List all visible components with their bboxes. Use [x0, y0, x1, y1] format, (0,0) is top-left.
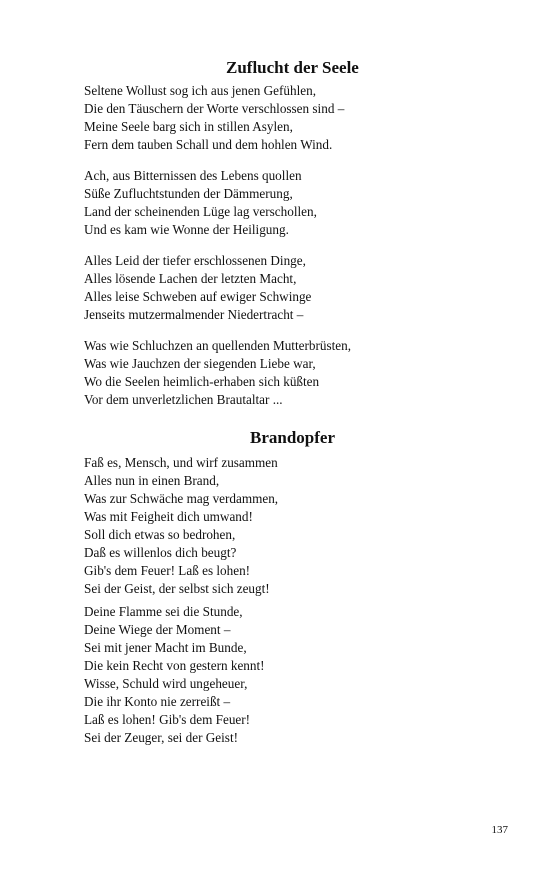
- verse-line: Die ihr Konto nie zerreißt –: [84, 694, 231, 709]
- verse-line: Wo die Seelen heimlich-erhaben sich küßten: [84, 374, 320, 389]
- verse-line: Was wie Jauchzen der siegenden Liebe war,: [84, 356, 316, 371]
- verse-line: Soll dich etwas so bedrohen,: [84, 527, 236, 542]
- stanza: [84, 82, 344, 154]
- verse-line: Daß es willenlos dich beugt?: [84, 545, 237, 560]
- stanza: [84, 603, 265, 747]
- verse-line: Seltene Wollust sog ich aus jenen Gefühlen,: [84, 83, 316, 98]
- verse-line: Land der scheinenden Lüge lag verschollen,: [84, 204, 317, 219]
- stanza: [84, 252, 311, 324]
- page-number: 137: [491, 824, 508, 836]
- verse-line: Und es kam wie Wonne der Heiligung.: [84, 222, 289, 237]
- verse-line: Laß es lohen! Gib's dem Feuer!: [84, 712, 251, 727]
- verse-line: Faß es, Mensch, und wirf zusammen: [84, 455, 278, 470]
- stanza: [84, 454, 278, 598]
- verse-line: Was mit Feigheit dich umwand!: [84, 509, 253, 524]
- verse-line: Die den Täuschern der Worte verschlossen sind –: [84, 101, 345, 116]
- verse-line: Was zur Schwäche mag verdammen,: [84, 491, 279, 506]
- verse-line: Deine Wiege der Moment –: [84, 622, 231, 637]
- verse-line: Wisse, Schuld wird ungeheuer,: [84, 676, 248, 691]
- verse-line: Sei der Geist, der selbst sich zeugt!: [84, 581, 270, 596]
- verse-line: Ach, aus Bitternissen des Lebens quollen: [84, 168, 302, 183]
- stanza: [84, 167, 317, 239]
- verse-line: Fern dem tauben Schall und dem hohlen Wind.: [84, 137, 333, 152]
- verse-line: Vor dem unverletzlichen Brautaltar ...: [84, 392, 283, 407]
- verse-line: Die kein Recht von gestern kennt!: [84, 658, 265, 673]
- verse-line: Was wie Schluchzen an quellenden Mutterbrüsten,: [84, 338, 352, 353]
- verse-line: Jenseits mutzermalmender Niedertracht –: [84, 307, 304, 322]
- verse-line: Alles nun in einen Brand,: [84, 473, 220, 488]
- poem-title-zuflucht: Zuflucht der Seele: [226, 58, 359, 77]
- verse-line: Deine Flamme sei die Stunde,: [84, 604, 243, 619]
- verse-line: Meine Seele barg sich in stillen Asylen,: [84, 119, 293, 134]
- poem-title-brandopfer: Brandopfer: [250, 428, 335, 447]
- verse-line: Alles leise Schweben auf ewiger Schwinge: [84, 289, 312, 304]
- verse-line: Gib's dem Feuer! Laß es lohen!: [84, 563, 251, 578]
- verse-line: Alles Leid der tiefer erschlossenen Dinge,: [84, 253, 306, 268]
- verse-line: Sei mit jener Macht im Bunde,: [84, 640, 247, 655]
- verse-line: Alles lösende Lachen der letzten Macht,: [84, 271, 297, 286]
- stanza: [84, 337, 351, 409]
- verse-line: Süße Zufluchtstunden der Dämmerung,: [84, 186, 293, 201]
- verse-line: Sei der Zeuger, sei der Geist!: [84, 730, 238, 745]
